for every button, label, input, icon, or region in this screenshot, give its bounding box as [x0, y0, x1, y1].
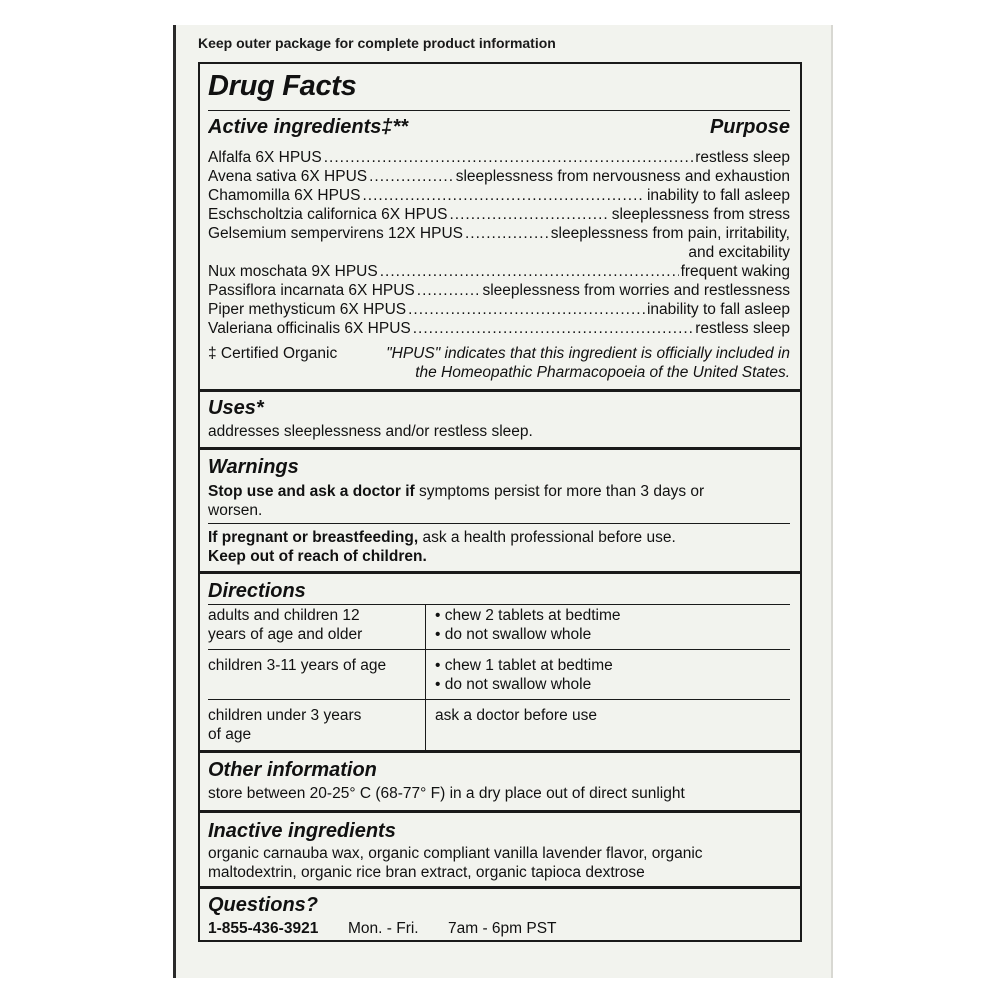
footnotes	[208, 344, 790, 382]
section-divider	[200, 886, 800, 889]
inactive-ingredients-line-1: organic carnauba wax, organic compliant vanilla lavender flavor, organic	[208, 845, 703, 862]
directions-what: ask a doctor before use	[435, 707, 597, 724]
contact-days: Mon. - Fri.	[348, 920, 419, 937]
directions-who: adults and children 12	[208, 607, 360, 624]
divider	[208, 523, 790, 524]
hpus-footnote-line-2: the Homeopathic Pharmacopoeia of the United States.	[415, 364, 790, 381]
section-divider	[200, 571, 800, 574]
other-information-text: store between 20-25° C (68-77° F) in a dry place out of direct sunlight	[208, 785, 685, 802]
warnings-stop-use	[208, 482, 790, 520]
pregnancy-label: If pregnant or breastfeeding,	[208, 529, 419, 546]
divider	[208, 110, 790, 111]
list-item: Passiflora incarnata 6X HPUS ..... sleeplessness from worries and restlessness	[208, 281, 790, 300]
list-item: Eschscholtzia californica 6X HPUS ..... sleeplessness from stress	[208, 205, 790, 224]
directions-table	[208, 604, 790, 750]
directions-who: children under 3 years	[208, 707, 362, 724]
questions-heading: Questions?	[208, 894, 319, 916]
active-ingredients-heading: Active ingredients‡**	[208, 116, 409, 138]
stop-use-text: symptoms persist for more than 3 days or	[414, 483, 705, 500]
list-item: Valeriana officinalis 6X HPUS ..... restless sleep	[208, 319, 790, 338]
inactive-ingredients-line-2: maltodextrin, organic rice bran extract, organic tapioca dextrose	[208, 864, 645, 881]
directions-what-cont: • do not swallow whole	[435, 626, 592, 643]
active-ingredients-header	[208, 116, 790, 139]
inactive-ingredients-heading: Inactive ingredients	[208, 820, 396, 842]
directions-what: • chew 1 tablet at bedtime	[435, 657, 613, 674]
directions-who-cont: of age	[208, 726, 252, 743]
section-divider	[200, 447, 800, 450]
inactive-ingredients-text	[208, 844, 790, 882]
active-ingredients-list	[208, 148, 790, 338]
divider	[208, 699, 790, 700]
list-item: Avena sativa 6X HPUS ..... sleeplessness from nervousness and exhaustion	[208, 167, 790, 186]
organic-footnote: ‡ Certified Organic	[208, 345, 338, 362]
directions-what-cont: • do not swallow whole	[435, 676, 592, 693]
directions-heading: Directions	[208, 580, 306, 602]
directions-what: • chew 2 tablets at bedtime	[435, 607, 621, 624]
directions-who-cont: years of age and older	[208, 626, 363, 643]
section-divider	[200, 389, 800, 392]
warnings-heading: Warnings	[208, 456, 299, 478]
directions-who: children 3-11 years of age	[208, 657, 387, 674]
questions-contact	[208, 919, 790, 938]
other-information-heading: Other information	[208, 759, 377, 781]
divider	[208, 649, 790, 650]
list-item: Piper methysticum 6X HPUS ..... inability to fall asleep	[208, 300, 790, 319]
list-item: Gelsemium sempervirens 12X HPUS ..... sleeplessness from pain, irritability,	[208, 224, 790, 243]
keep-out-of-reach: Keep out of reach of children.	[208, 548, 427, 565]
phone-number[interactable]: 1-855-436-3921	[208, 920, 319, 937]
list-item: Chamomilla 6X HPUS ..... inability to fall asleep	[208, 186, 790, 205]
uses-heading: Uses*	[208, 397, 264, 419]
drug-facts-panel	[198, 62, 802, 942]
warnings-pregnancy	[208, 528, 790, 566]
list-item: Alfalfa 6X HPUS ..... restless sleep	[208, 148, 790, 167]
hpus-footnote-line-1: "HPUS" indicates that this ingredient is officially included in	[386, 345, 790, 362]
uses-text: addresses sleeplessness and/or restless sleep.	[208, 423, 533, 440]
contact-hours: 7am - 6pm PST	[448, 920, 557, 937]
pregnancy-text: ask a health professional before use.	[418, 529, 676, 546]
list-item-continuation: and excitability	[688, 244, 790, 261]
table-column-divider	[425, 604, 426, 750]
section-divider	[200, 810, 800, 813]
purpose-heading: Purpose	[709, 116, 790, 138]
section-divider	[200, 750, 800, 753]
list-item: Nux moschata 9X HPUS ..... frequent waking	[208, 262, 790, 281]
stop-use-text-cont: worsen.	[208, 502, 263, 519]
stop-use-label: Stop use and ask a doctor if	[208, 483, 415, 500]
drug-facts-title: Drug Facts	[208, 70, 357, 102]
package-notice: Keep outer package for complete product information	[198, 35, 556, 51]
